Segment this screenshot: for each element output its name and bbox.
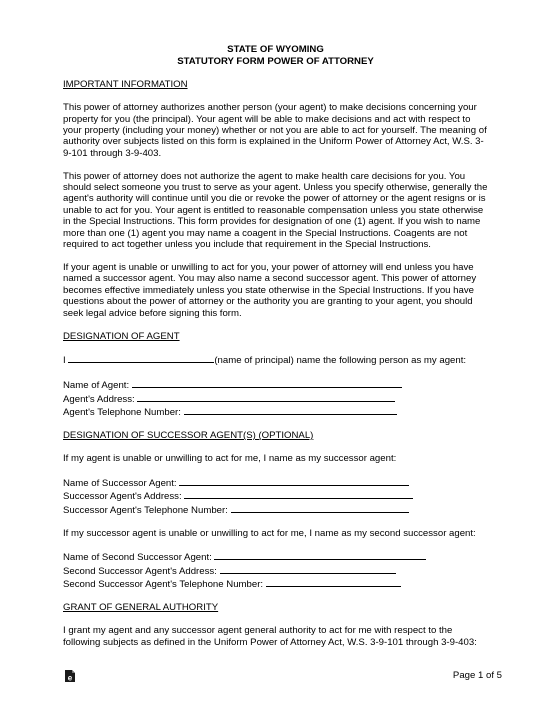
- second-phone-line: [63, 577, 488, 590]
- second-phone-label: Second Successor Agent's Telephone Number:: [63, 579, 266, 591]
- title-state: STATE OF WYOMING: [227, 44, 324, 55]
- second-address-line: [63, 564, 488, 577]
- second-name-label: Name of Second Successor Agent:: [63, 552, 215, 564]
- principal-prefix: I: [63, 355, 69, 367]
- successor-name-label: Name of Successor Agent:: [63, 477, 180, 489]
- principal-name-field[interactable]: [68, 353, 214, 363]
- agent-name-field[interactable]: [132, 378, 402, 388]
- successor-phone-field[interactable]: [231, 503, 409, 513]
- successor-phone-label: Successor Agent's Telephone Number:: [63, 504, 231, 516]
- agent-address-label: Agent's Address:: [63, 393, 138, 405]
- agent-name-label: Name of Agent:: [63, 380, 132, 392]
- second-name-field[interactable]: [214, 550, 426, 560]
- page-number: Page 1 of 5: [452, 670, 502, 681]
- agent-phone-label: Agent's Telephone Number:: [63, 407, 184, 419]
- agent-phone-line: [63, 405, 488, 418]
- paragraph-health-care: This power of attorney does not authorize the agent to make health care decisions for you. You should select someone you trust to serve as your agent. Unless you specify otherwise, generally the agent's authority will continue until you die or revoke the power of attorney or the agent resigns or is unable to act for you. Your agent is entitled to reasonable compensation unless you state otherwise in the Special Instructions. This form provides for designation of one (1) agent. If you wish to name more than one (1) agent you may name a coagent in the Special Instructions. Coagents are not required to act together unless you include that requirement in the Special Instructions.: [63, 170, 488, 251]
- paragraph-authorization: This power of attorney authorizes another person (your agent) to make decisions concerning your property for you (the principal). Your agent will be able to make decisions and act with respect to your property (including your money) whether or not you are able to act for yourself. The meaning of authority over subjects listed on this form is explained in the Uniform Power of Attorney Act, W.S. 3-9-101 through 3-9-403.: [63, 102, 487, 159]
- second-address-field[interactable]: [220, 564, 396, 574]
- svg-text:e: e: [67, 673, 73, 683]
- paragraph-grant: I grant my agent and any successor agent general authority to act for me with respect to the following subjects as defined in the Uniform Power of Attorney Act, W.S. 3-9-101 through 3-9-403:: [63, 625, 477, 648]
- document-body: [63, 44, 488, 648]
- successor-address-label: Successor Agent's Address:: [63, 491, 185, 503]
- second-successor-intro: If my successor agent is unable or unwilling to act for me, I name as my second successor agent:: [63, 527, 476, 539]
- principal-line: [63, 353, 488, 366]
- agent-address-field[interactable]: [137, 392, 395, 402]
- second-address-label: Second Successor Agent's Address:: [63, 565, 220, 577]
- heading-important-information: IMPORTANT INFORMATION: [63, 79, 188, 91]
- successor-name-line: [63, 476, 488, 489]
- second-phone-field[interactable]: [266, 577, 401, 587]
- successor-intro: If my agent is unable or unwilling to act for me, I name as my successor agent:: [63, 452, 397, 464]
- agent-address-line: [63, 392, 488, 405]
- title-form: STATUTORY FORM POWER OF ATTORNEY: [177, 55, 374, 67]
- successor-name-field[interactable]: [179, 476, 409, 486]
- second-name-line: [63, 550, 488, 563]
- successor-phone-line: [63, 503, 488, 516]
- eforms-logo-icon: [64, 669, 76, 683]
- successor-address-line: [63, 489, 488, 502]
- agent-name-line: [63, 378, 488, 391]
- heading-successor-agents: DESIGNATION OF SUCCESSOR AGENT(S) (OPTIONAL): [63, 430, 314, 442]
- paragraph-successor-info: If your agent is unable or unwilling to act for you, your power of attorney will end unless you have named a successor agent. You may also name a second successor agent. This power of attorney becomes effective immediately unless you state otherwise in the Special Instructions. If you have questions about the power of attorney or the authority you are granting to your agent, you should seek legal advice before signing this form.: [63, 261, 477, 319]
- agent-phone-field[interactable]: [184, 405, 397, 415]
- successor-address-field[interactable]: [184, 489, 413, 499]
- principal-suffix: (name of principal) name the following person as my agent:: [214, 355, 467, 367]
- heading-grant-of-general-authority: GRANT OF GENERAL AUTHORITY: [63, 602, 219, 614]
- heading-designation-of-agent: DESIGNATION OF AGENT: [63, 330, 180, 342]
